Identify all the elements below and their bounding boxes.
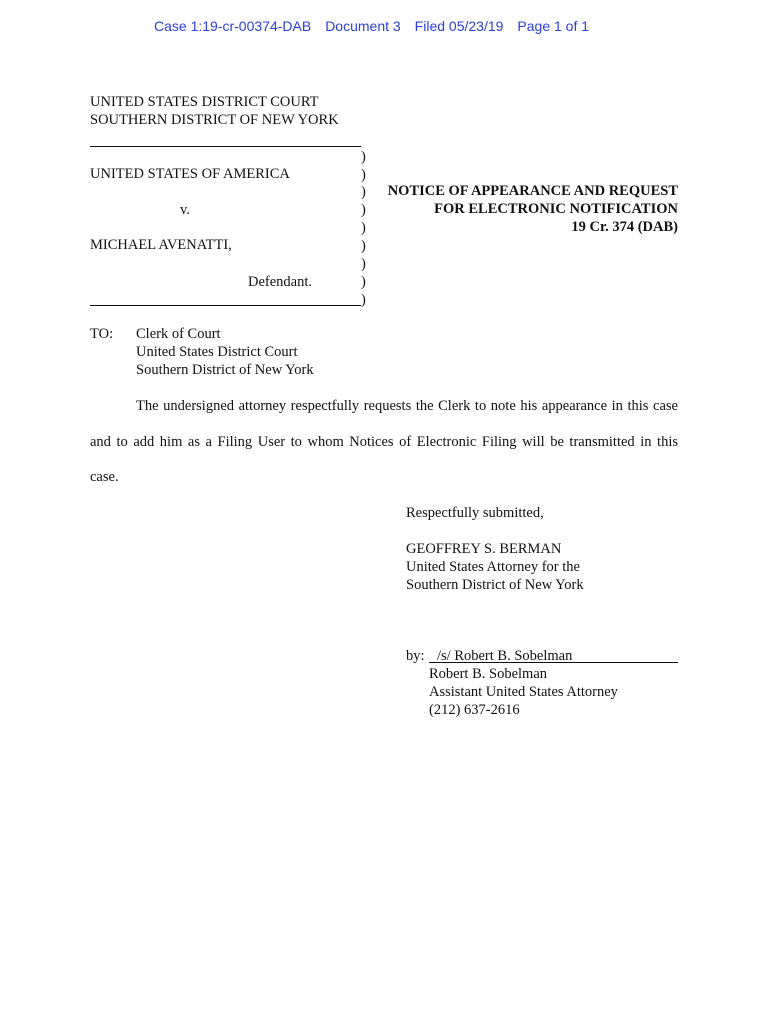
caption-paren: ) [361, 256, 366, 272]
signature-line [429, 662, 678, 663]
caption-paren: ) [361, 220, 366, 236]
caption-paren: ) [361, 292, 366, 308]
to-line-3: Southern District of New York [136, 362, 314, 378]
to-label: TO: [90, 326, 114, 342]
body-line-1: The undersigned attorney respectfully requests the Clerk to note his appearance in this case [136, 398, 678, 414]
attorney-position: Assistant United States Attorney [429, 684, 618, 700]
defendant-name: MICHAEL AVENATTI, [90, 237, 232, 253]
to-line-1: Clerk of Court [136, 326, 221, 342]
to-line-2: United States District Court [136, 344, 298, 360]
us-attorney-title-1: United States Attorney for the [406, 559, 580, 575]
case-docket: 19 Cr. 374 (DAB) [571, 219, 678, 235]
us-attorney-name: GEOFFREY S. BERMAN [406, 541, 562, 557]
caption-paren: ) [361, 274, 366, 290]
attorney-phone: (212) 637-2616 [429, 702, 520, 718]
caption-paren: ) [361, 202, 366, 218]
body-line-3: case. [90, 469, 119, 485]
caption-paren: ) [361, 149, 366, 165]
defendant-label: Defendant. [248, 274, 313, 290]
title-line-2: FOR ELECTRONIC NOTIFICATION [434, 201, 678, 217]
caption-paren: ) [361, 167, 366, 183]
closing: Respectfully submitted, [406, 505, 544, 521]
ecf-header [154, 18, 589, 34]
court-line-2: SOUTHERN DISTRICT OF NEW YORK [90, 112, 339, 128]
electronic-signature: /s/ Robert B. Sobelman [437, 648, 573, 664]
us-attorney-title-2: Southern District of New York [406, 577, 584, 593]
body-line-2: and to add him as a Filing User to whom Notices of Electronic Filing will be transmitted in this [90, 434, 678, 450]
court-line-1: UNITED STATES DISTRICT COURT [90, 94, 319, 110]
case-number: Case 1:19-cr-00374-DAB [154, 18, 312, 34]
caption-top-rule [90, 146, 361, 147]
title-line-1: NOTICE OF APPEARANCE AND REQUEST [387, 183, 678, 199]
page-number: Page 1 of 1 [517, 18, 590, 34]
versus: v. [180, 202, 190, 218]
caption-paren: ) [361, 184, 366, 200]
document-number: Document 3 [325, 18, 401, 34]
plaintiff-name: UNITED STATES OF AMERICA [90, 166, 290, 182]
by-label: by: [406, 648, 425, 664]
caption-bottom-rule [90, 305, 361, 306]
filed-date: Filed 05/23/19 [414, 18, 504, 34]
printed-name: Robert B. Sobelman [429, 666, 548, 682]
caption-paren: ) [361, 238, 366, 254]
